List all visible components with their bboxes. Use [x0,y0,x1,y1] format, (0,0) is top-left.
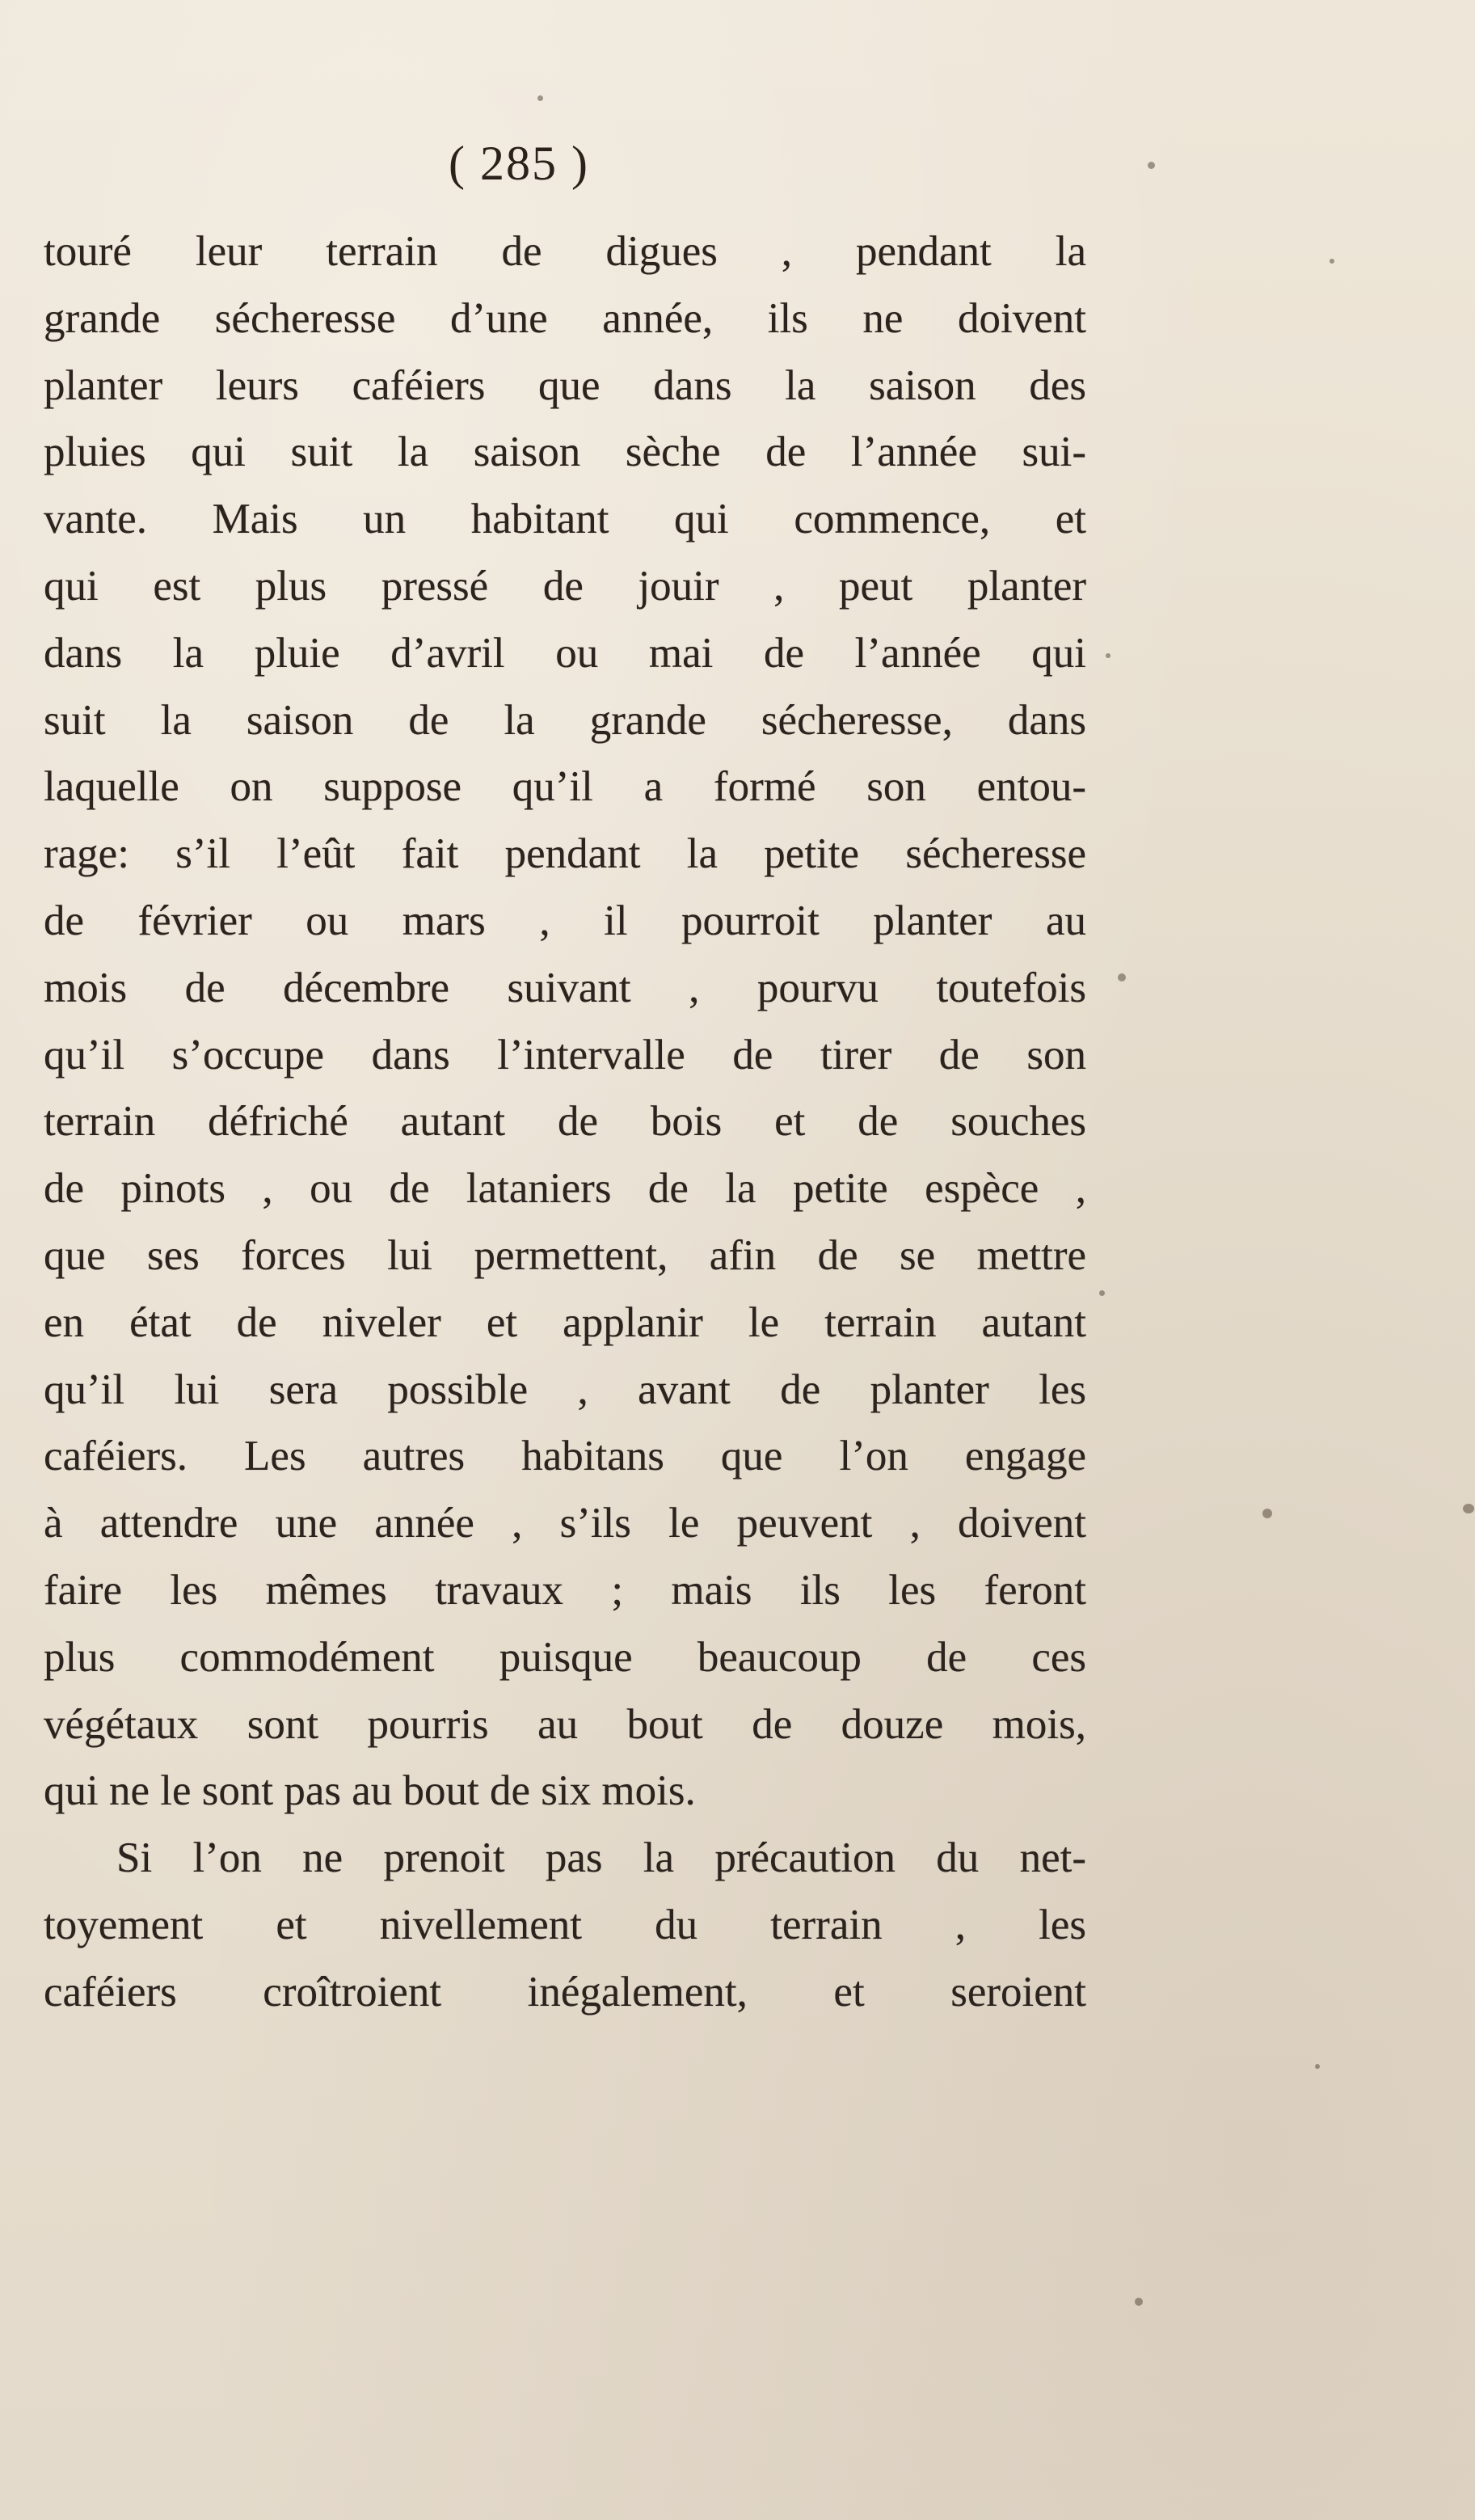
page-number: ( 285 ) [449,137,589,190]
ink-speck [1330,259,1334,264]
ink-speck [1135,2298,1143,2306]
text-line: qui ne le sont pas au bout de six mois. [44,1767,696,1815]
text-line: grande sécheresse d’une année, ils ne doivent [44,294,1086,342]
text-line: caféiers. Les autres habitans que l’on engage [44,1433,1086,1480]
text-line: Si l’on ne prenoit pas la précaution du net- [116,1834,1086,1882]
text-line: touré leur terrain de digues , pendant la [44,228,1086,275]
text-line: rage: s’il l’eût fait pendant la petite sécheresse [44,830,1086,878]
text-line: terrain défriché autant de bois et de souches [44,1098,1086,1146]
text-line: en état de niveler et applanir le terrain autant [44,1298,1086,1346]
text-line: toyement et nivellement du terrain , les [44,1901,1086,1948]
text-line: dans la pluie d’avril ou mai de l’année qui [44,629,1086,677]
ink-speck [1262,1509,1272,1518]
ink-speck [1099,1290,1105,1296]
text-line: à attendre une année , s’ils le peuvent , doivent [44,1500,1086,1547]
text-line: suit la saison de la grande sécheresse, dans [44,696,1086,744]
text-line: laquelle on suppose qu’il a formé son entou- [44,763,1086,811]
text-line: caféiers croîtroient inégalement, et seroient [44,1968,1086,2016]
text-line: que ses forces lui permettent, afin de se mettre [44,1231,1086,1279]
ink-speck [1118,973,1126,981]
text-line: de pinots , ou de lataniers de la petite espèce , [44,1165,1086,1213]
text-line: qui est plus pressé de jouir , peut planter [44,562,1086,610]
text-line: qu’il s’occupe dans l’intervalle de tirer de son [44,1031,1086,1078]
text-line: planter leurs caféiers que dans la saison des [44,361,1086,409]
ink-speck [1315,2064,1320,2069]
text-line: pluies qui suit la saison sèche de l’année sui- [44,428,1086,476]
ink-speck [1106,653,1110,658]
text-line: végétaux sont pourris au bout de douze mois, [44,1700,1086,1748]
text-line: vante. Mais un habitant qui commence, et [44,496,1086,543]
ink-speck [1148,162,1155,169]
ink-speck [537,95,543,101]
text-line: mois de décembre suivant , pourvu toutefois [44,964,1086,1011]
body-text [44,218,1086,2026]
text-line: de février ou mars , il pourroit planter au [44,897,1086,944]
ink-speck [1463,1504,1474,1513]
text-line: faire les mêmes travaux ; mais ils les feront [44,1566,1086,1614]
text-line: qu’il lui sera possible , avant de planter les [44,1366,1086,1413]
text-line: plus commodément puisque beaucoup de ces [44,1633,1086,1681]
